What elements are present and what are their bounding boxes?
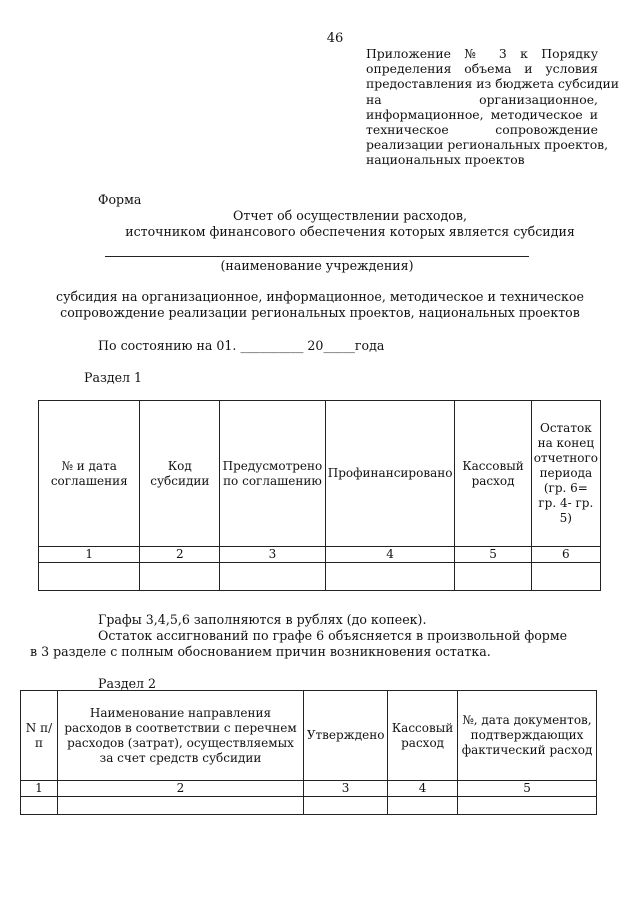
- appendix-line: техническое сопровождение: [366, 122, 598, 138]
- page-number: 46: [326, 31, 344, 46]
- empty-cell: [455, 563, 531, 591]
- empty-cell: [325, 563, 455, 591]
- header-planned: Предусмотрено по соглашению: [220, 401, 326, 547]
- table-row: [39, 563, 601, 591]
- appendix-line: информационное, методическое и: [366, 106, 598, 122]
- column-number: 6: [531, 547, 600, 563]
- column-number: 5: [455, 547, 531, 563]
- section1-table: [38, 400, 601, 591]
- column-number: 4: [388, 781, 458, 797]
- report-title-line2: источником финансового обеспечения которых является субсидия: [125, 224, 575, 239]
- empty-cell: [531, 563, 600, 591]
- empty-cell: [388, 797, 458, 815]
- section1-title: Раздел 1: [84, 370, 143, 385]
- header-cash-expense: Кассовый расход: [455, 401, 531, 547]
- section2-title: Раздел 2: [98, 676, 157, 691]
- empty-cell: [140, 563, 220, 591]
- appendix-line: Приложение № 3 к Порядку: [366, 46, 598, 61]
- report-title-line1: Отчет об осуществлении расходов,: [233, 208, 467, 223]
- table-row: [21, 797, 597, 815]
- column-number: 2: [140, 547, 220, 563]
- header-cash-expense: Кассовый расход: [388, 691, 458, 781]
- header-subsidy-code: Код субсидии: [140, 401, 220, 547]
- column-number: 3: [304, 781, 388, 797]
- note-rubles: Графы 3,4,5,6 заполняются в рублях (до копеек).: [98, 612, 427, 627]
- appendix-line: определения объема и условия: [366, 61, 598, 77]
- empty-cell: [220, 563, 326, 591]
- empty-cell: [21, 797, 58, 815]
- note-balance-line1: Остаток ассигнований по графе 6 объясняется в произвольной форме: [98, 628, 568, 643]
- form-label: Форма: [98, 192, 142, 207]
- column-number: 3: [220, 547, 326, 563]
- note-balance-line2: в 3 разделе с полным обоснованием причин возникновения остатка.: [30, 644, 491, 659]
- appendix-line: на организационное,: [366, 91, 598, 107]
- header-financed: Профинансировано: [325, 401, 455, 547]
- section2-table: [20, 690, 597, 815]
- institution-name-line: [105, 256, 529, 257]
- column-number: 5: [458, 781, 597, 797]
- column-number: 4: [325, 547, 455, 563]
- appendix-line: национальных проектов: [366, 152, 525, 168]
- subsidy-line1: субсидия на организационное, информационное, методическое и техническое: [56, 289, 584, 304]
- appendix-line: реализации региональных проектов,: [366, 137, 609, 153]
- header-balance: Остаток на конец отчетного периода (гр. 6= гр. 4- гр. 5): [531, 401, 600, 547]
- institution-caption: (наименование учреждения): [220, 258, 414, 273]
- empty-cell: [458, 797, 597, 815]
- column-number: 1: [21, 781, 58, 797]
- empty-cell: [39, 563, 140, 591]
- empty-cell: [304, 797, 388, 815]
- appendix-line: предоставления из бюджета субсидии: [366, 76, 620, 92]
- header-approved: Утверждено: [304, 691, 388, 781]
- column-number: 2: [57, 781, 303, 797]
- appendix-caption: [366, 46, 620, 168]
- subsidy-line2: сопровождение реализации региональных проектов, национальных проектов: [60, 305, 580, 320]
- header-documents: №, дата документов, подтверждающих фактический расход: [458, 691, 597, 781]
- header-expense-direction: Наименование направления расходов в соответствии с перечнем расходов (затрат), осуществляемых за счет средств субсидии: [57, 691, 303, 781]
- as-of-date: По состоянию на 01. __________ 20_____года: [98, 338, 385, 353]
- empty-cell: [57, 797, 303, 815]
- header-number: N п/п: [21, 691, 58, 781]
- column-number: 1: [39, 547, 140, 563]
- header-agreement: № и дата соглашения: [39, 401, 140, 547]
